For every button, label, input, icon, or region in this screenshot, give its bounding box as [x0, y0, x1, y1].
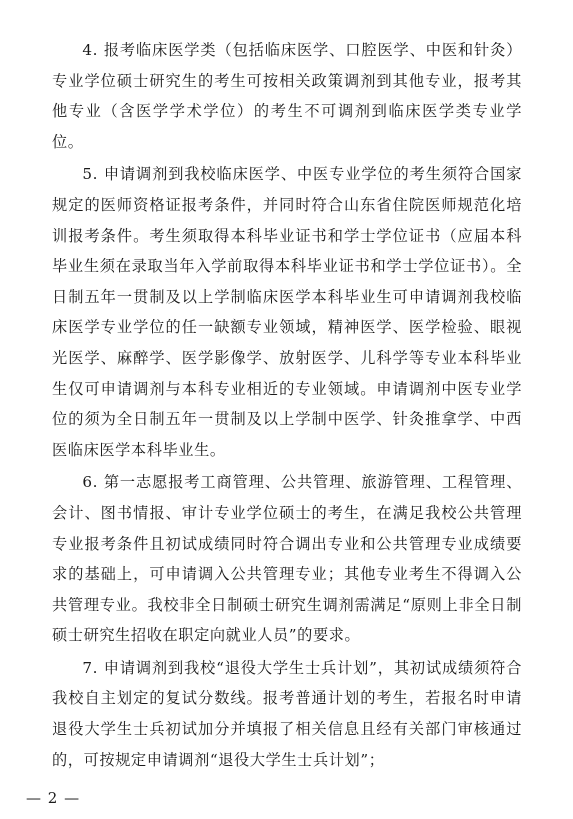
page-body — [52, 35, 522, 777]
paragraph-item-4: 4. 报考临床医学类（包括临床医学、口腔医学、中医和针灸）专业学位硕士研究生的考生可按相关政策调剂到其他专业，报考其他专业（含医学学术学位）的考生不可调剂到临床医学类专业学位。 — [52, 41, 522, 151]
paragraph-item-7: 7. 申请调剂到我校“退役大学生士兵计划”，其初试成绩须符合我校自主划定的复试分数线。报考普通计划的考生，若报名时申请退役大学生士兵初试加分并填报了相关信息且经有关部门审核通过的，可按规定申请调剂“退役大学生士兵计划”； — [52, 658, 522, 769]
paragraph-item-6: 6. 第一志愿报考工商管理、公共管理、旅游管理、工程管理、会计、图书情报、审计专业学位硕士的考生，在满足我校公共管理专业报考条件且初试成绩同时符合调出专业和公共管理专业成绩要求的基础上，可申请调入公共管理专业；其他专业考生不得调入公共管理专业。我校非全日制硕士研究生调剂需满足“原则上非全日制硕士研究生招收在职定向就业人员”的要求。 — [52, 473, 522, 645]
paragraph-item-5: 5. 申请调剂到我校临床医学、中医专业学位的考生须符合国家规定的医师资格证报考条件，并同时符合山东省住院医师规范化培训报考条件。考生须取得本科毕业证书和学士学位证书（应届本科毕业生须在录取当年入学前取得本科毕业证书和学士学位证书）。全日制五年一贯制及以上学制临床医学本科毕业生可申请调剂我校临床医学专业学位的任一缺额专业领域，精神医学、医学检验、眼视光医学、麻醉学、医学影像学、放射医学、儿科学等专业本科毕业生仅可申请调剂与本科专业相近的专业领域。申请调剂中医专业学位的须为全日制五年一贯制及以上学制中医学、针灸推拿学、中西医临床医学本科毕业生。 — [52, 165, 522, 459]
page-number: — 2 — — [26, 789, 81, 807]
